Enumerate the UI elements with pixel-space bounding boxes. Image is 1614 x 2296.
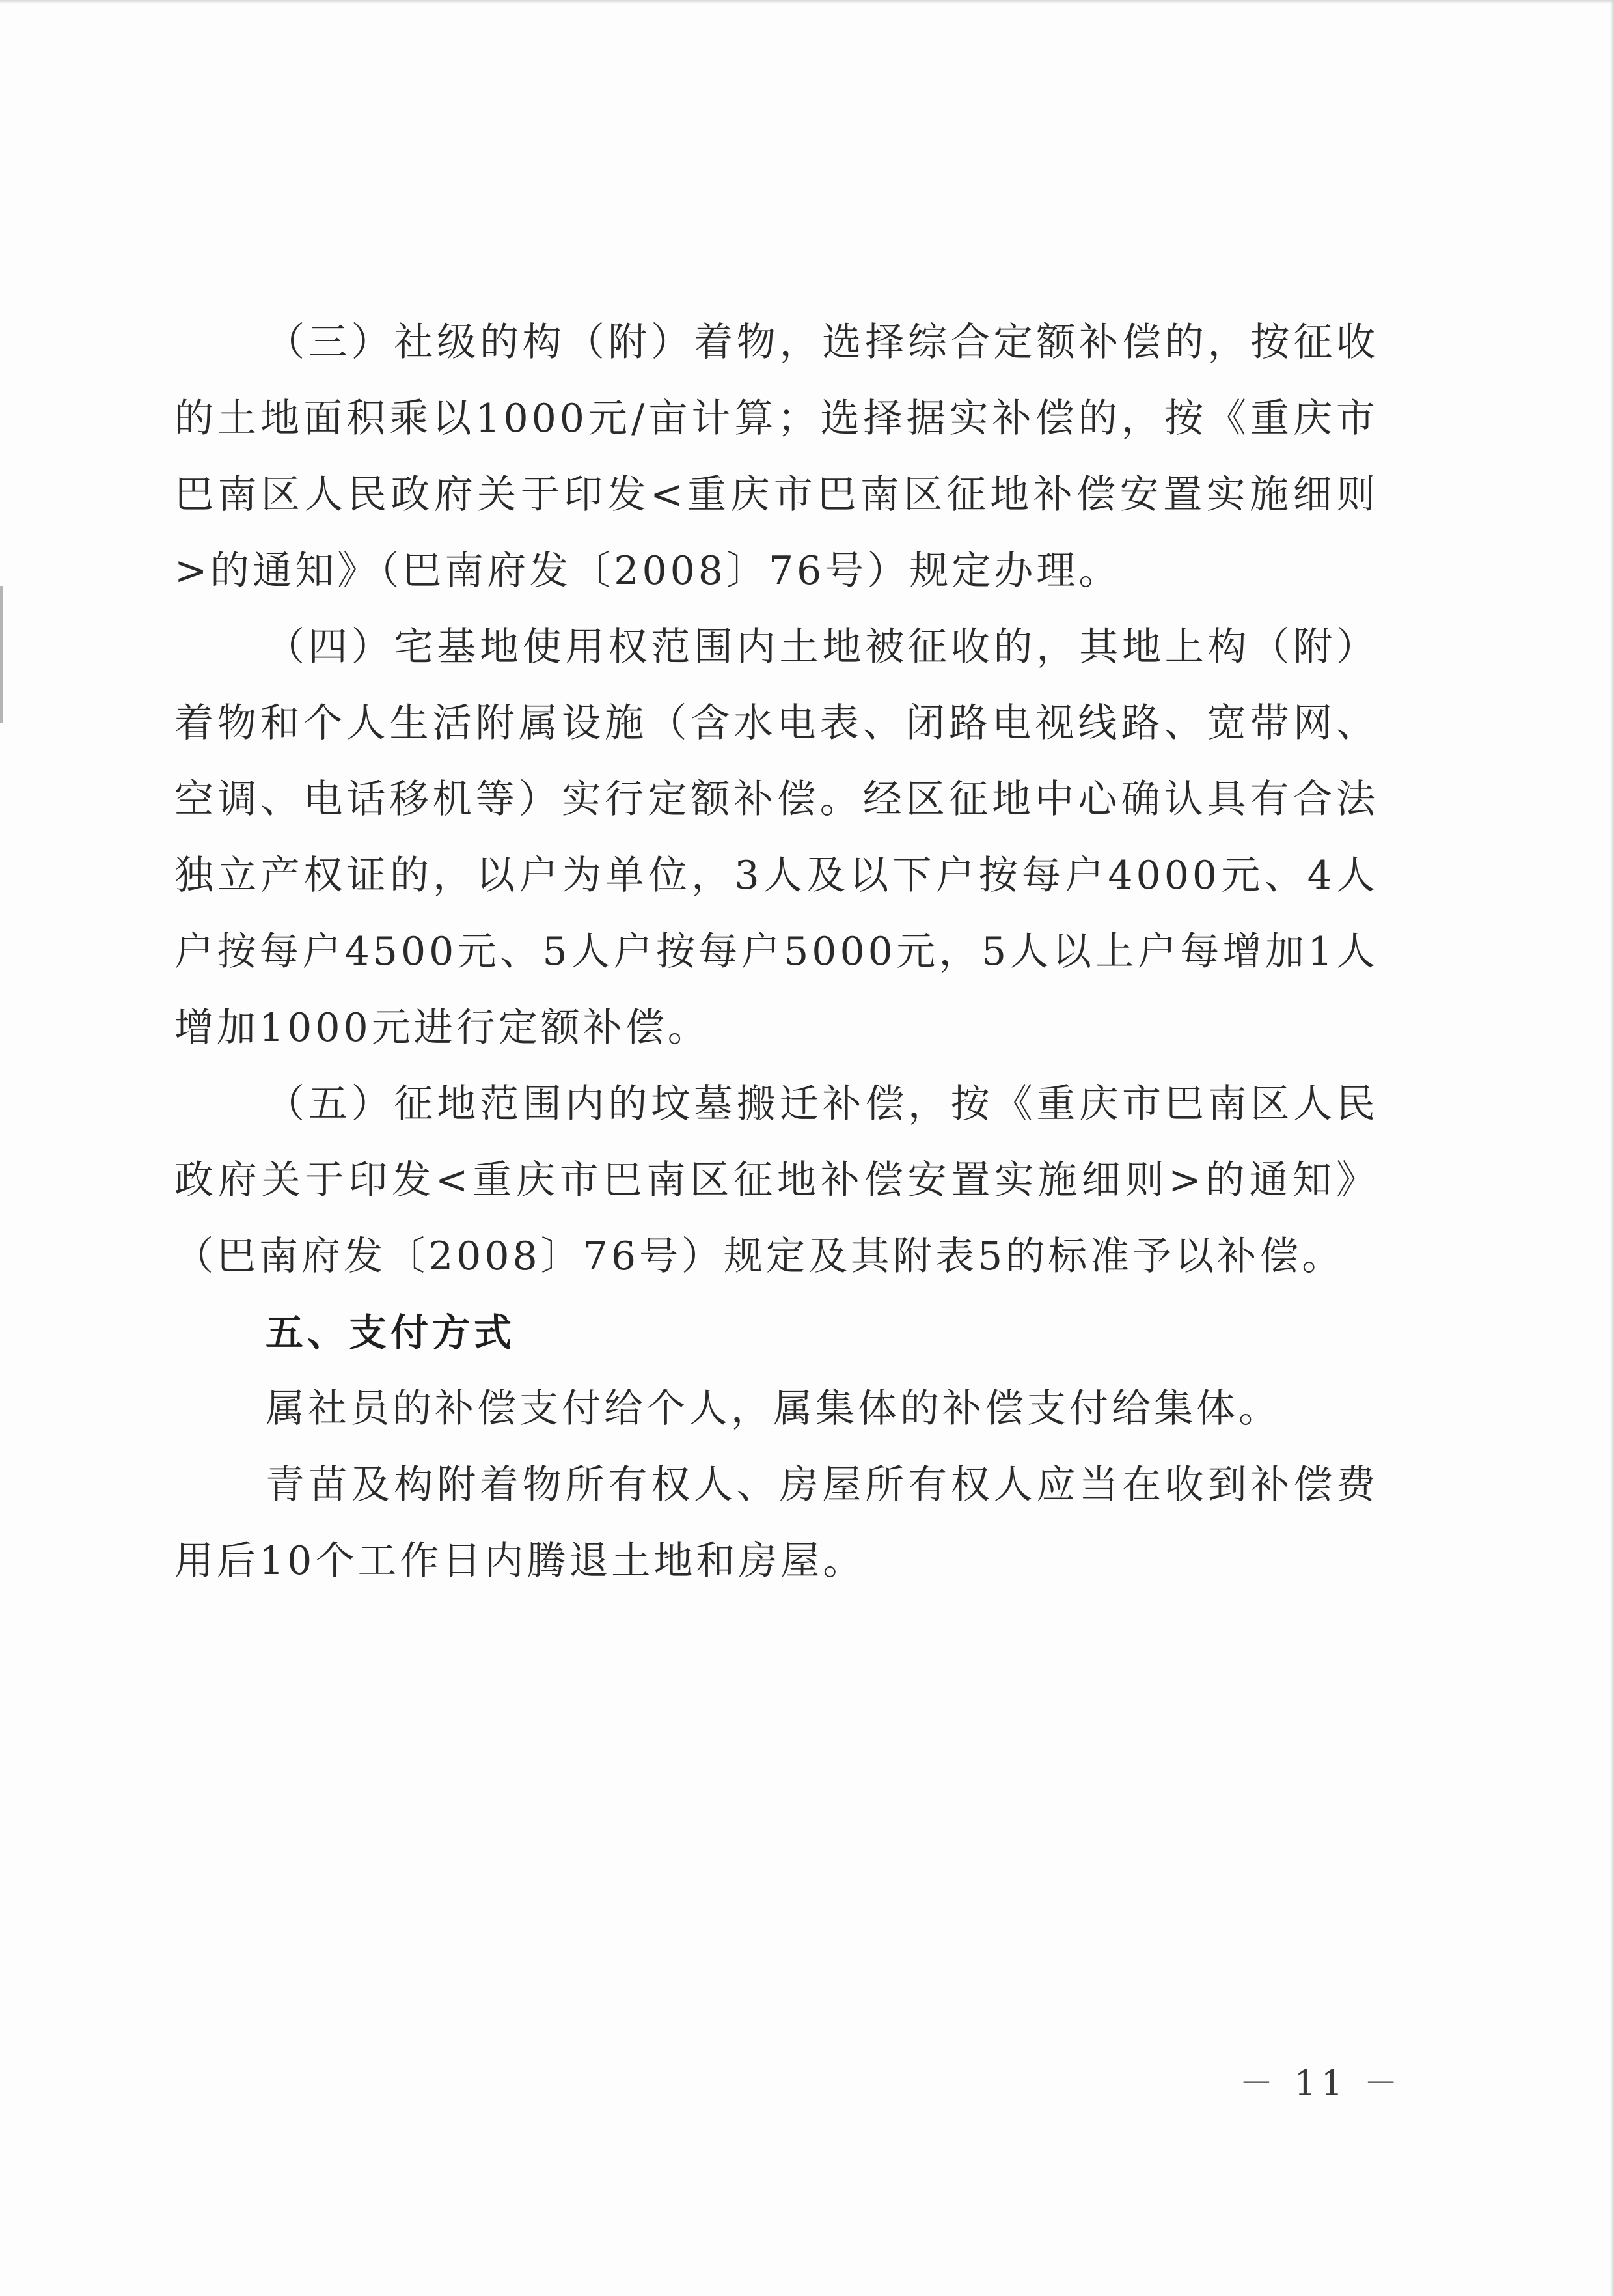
- paragraph-item-4: （四）宅基地使用权范围内土地被征收的，其地上构（附）着物和个人生活附属设施（含水电表、闭路电视线路、宽带网、空调、电话移机等）实行定额补偿。经区征地中心确认具有合法独立产权证的，以户为单位，3人及以下户按每户4000元、4人户按每户4500元、5人户按每户5000元，5人以上户每增加1人增加1000元进行定额补偿。: [174, 624, 1378, 1051]
- paragraph-item-3: （三）社级的构（附）着物，选择综合定额补偿的，按征收的土地面积乘以1000元/亩计算；选择据实补偿的，按《重庆市巴南区人民政府关于印发<重庆市巴南区征地补偿安置实施细则>的通知》（巴南府发〔2008〕76号）规定办理。: [174, 320, 1378, 594]
- scan-mark-left: [0, 586, 3, 723]
- payment-paragraph-1: 属社员的补偿支付给个人，属集体的补偿支付给集体。: [266, 1386, 1281, 1432]
- paragraph-item-5: （五）征地范围内的坟墓搬迁补偿，按《重庆市巴南区人民政府关于印发<重庆市巴南区征地补偿安置实施细则>的通知》（巴南府发〔2008〕76号）规定及其附表5的标准予以补偿。: [174, 1081, 1378, 1279]
- scan-edge-top: [0, 0, 1614, 4]
- section-heading-payment: 五、支付方式: [266, 1310, 516, 1355]
- document-body: [174, 305, 1378, 1599]
- page-number: － 11 －: [1239, 2064, 1403, 2103]
- payment-paragraph-2: 青苗及构附着物所有权人、房屋所有权人应当在收到补偿费用后10个工作日内腾退土地和房屋。: [174, 1462, 1378, 1584]
- scan-edge-right: [1610, 0, 1614, 2296]
